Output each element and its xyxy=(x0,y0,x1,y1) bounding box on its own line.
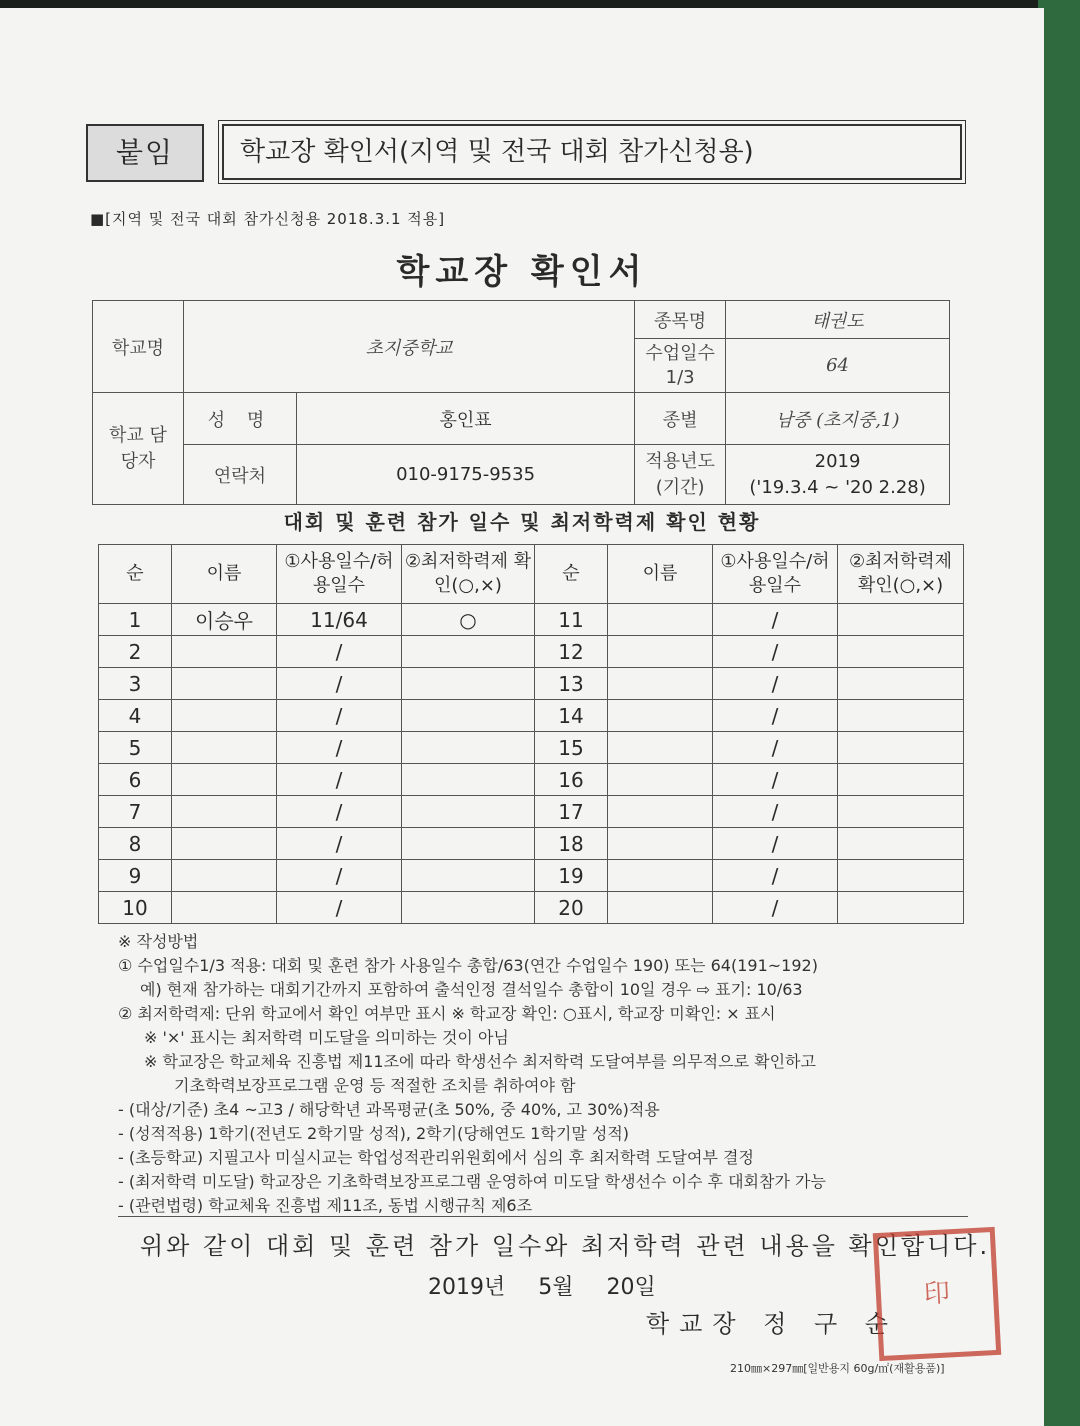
row-number: 2 xyxy=(99,636,172,668)
row-check xyxy=(402,860,535,892)
date-day: 20일 xyxy=(606,1275,656,1300)
row-days: / xyxy=(713,732,838,764)
header-row xyxy=(86,118,946,180)
row-days: / xyxy=(713,828,838,860)
background-edge xyxy=(1038,0,1080,1426)
row-name xyxy=(608,732,713,764)
row-name xyxy=(172,636,277,668)
row-name xyxy=(608,700,713,732)
participation-table xyxy=(98,544,964,924)
col-check: ②최저학력제 확인(○,×) xyxy=(838,545,964,604)
row-check xyxy=(838,700,964,732)
official-seal xyxy=(873,1227,1002,1361)
row-days: / xyxy=(277,828,402,860)
col-name: 이름 xyxy=(172,545,277,604)
date-year: 2019년 xyxy=(428,1275,506,1300)
row-number: 7 xyxy=(99,796,172,828)
days-value: 64 xyxy=(726,339,950,393)
row-days: / xyxy=(713,796,838,828)
row-days: / xyxy=(713,700,838,732)
row-days: / xyxy=(277,796,402,828)
row-days: / xyxy=(277,860,402,892)
row-number: 12 xyxy=(535,636,608,668)
name-value: 홍인표 xyxy=(297,393,635,445)
table-subheading: 대회 및 훈련 참가 일수 및 최저학력제 확인 현황 xyxy=(283,510,761,534)
row-name xyxy=(608,796,713,828)
row-check xyxy=(402,668,535,700)
row-check xyxy=(838,636,964,668)
table-row xyxy=(99,828,964,860)
col-no: 순 xyxy=(535,545,608,604)
col-no: 순 xyxy=(99,545,172,604)
row-check xyxy=(402,636,535,668)
table-row xyxy=(99,604,964,636)
row-name xyxy=(172,700,277,732)
row-days: / xyxy=(713,636,838,668)
row-days: / xyxy=(713,604,838,636)
attachment-label: 붙임 xyxy=(86,124,204,182)
note-line: - (관련법령) 학교체육 진흥법 제11조, 동법 시행규칙 제6조 xyxy=(118,1196,533,1215)
row-days: / xyxy=(277,700,402,732)
seal-mark: 印 xyxy=(923,1278,951,1310)
col-days: ①사용일수/허용일수 xyxy=(713,545,838,604)
row-check xyxy=(402,732,535,764)
school-value: 초지중학교 xyxy=(184,301,635,393)
year-value: 2019 xyxy=(814,450,861,472)
row-check: ○ xyxy=(402,604,535,636)
row-number: 11 xyxy=(535,604,608,636)
row-check xyxy=(402,796,535,828)
row-name xyxy=(172,892,277,924)
row-days: / xyxy=(277,892,402,924)
table-row xyxy=(99,668,964,700)
table-row xyxy=(99,636,964,668)
row-name xyxy=(608,604,713,636)
col-check: ②최저학력제 확인(○,×) xyxy=(402,545,535,604)
row-name: 이승우 xyxy=(172,604,277,636)
year-label: 적용년도 (기간) xyxy=(635,445,726,505)
note-line: - (대상/기준) 초4 ~고3 / 해당학년 과목평균(초 50%, 중 40%, 고 30%)적용 xyxy=(118,1100,660,1119)
note-line: 기초학력보장프로그램 운영 등 적절한 조치를 취하여야 함 xyxy=(174,1076,576,1095)
row-check xyxy=(402,764,535,796)
table-header-row xyxy=(99,545,964,604)
row-name xyxy=(608,892,713,924)
note-line: - (초등학교) 지필고사 미실시교는 학업성적관리위원회에서 심의 후 최저학력 도달여부 결정 xyxy=(118,1148,754,1167)
note-line: ② 최저학력제: 단위 학교에서 확인 여부만 표시 ※ 학교장 확인: ○표시, 학교장 미확인: × 표시 xyxy=(118,1004,776,1023)
info-table xyxy=(92,300,950,505)
instructions xyxy=(118,930,978,1218)
document-title: 학교장 확인서 xyxy=(396,252,648,292)
table-row xyxy=(99,732,964,764)
sport-value: 태권도 xyxy=(726,301,950,339)
table-row xyxy=(99,860,964,892)
row-name xyxy=(172,732,277,764)
manager-label: 학교 담당자 xyxy=(93,393,184,505)
category-label: 종별 xyxy=(635,393,726,445)
paper-spec: 210㎜×297㎜[일반용지 60g/㎡(재활용품)] xyxy=(730,1362,945,1375)
principal-signature: 학교장 정 구 순 xyxy=(646,1310,898,1338)
row-number: 6 xyxy=(99,764,172,796)
row-name xyxy=(608,764,713,796)
row-number: 4 xyxy=(99,700,172,732)
row-number: 14 xyxy=(535,700,608,732)
note-line: ① 수업일수1/3 적용: 대회 및 훈련 참가 사용일수 총합/63(연간 수업일수 190) 또는 64(191~192) xyxy=(118,956,818,975)
table-row xyxy=(99,892,964,924)
row-number: 13 xyxy=(535,668,608,700)
row-days: / xyxy=(277,764,402,796)
row-days: / xyxy=(277,636,402,668)
row-number: 10 xyxy=(99,892,172,924)
row-name xyxy=(172,828,277,860)
col-name: 이름 xyxy=(608,545,713,604)
row-number: 18 xyxy=(535,828,608,860)
category-value: 남중 (초지중,1) xyxy=(726,393,950,445)
row-name xyxy=(608,636,713,668)
row-check xyxy=(838,892,964,924)
divider xyxy=(118,1216,968,1217)
row-days: / xyxy=(713,764,838,796)
note-line: - (성적적용) 1학기(전년도 2학기말 성적), 2학기(당해연도 1학기말 성적) xyxy=(118,1124,630,1143)
note-line: ※ 학교장은 학교체육 진흥법 제11조에 따라 학생선수 최저학력 도달여부를 의무적으로 확인하고 xyxy=(144,1052,816,1071)
row-check xyxy=(402,700,535,732)
row-check xyxy=(402,828,535,860)
row-check xyxy=(838,828,964,860)
row-check xyxy=(838,764,964,796)
row-check xyxy=(838,860,964,892)
row-days: 11/64 xyxy=(277,604,402,636)
note-line: 예) 현재 참가하는 대회기간까지 포함하여 출석인정 결석일수 총합이 10일 경우 ⇨ 표기: 10/63 xyxy=(140,980,803,999)
document-page xyxy=(0,8,1044,1426)
sport-label: 종목명 xyxy=(635,301,726,339)
row-number: 20 xyxy=(535,892,608,924)
row-check xyxy=(838,732,964,764)
row-check xyxy=(838,796,964,828)
row-name xyxy=(172,668,277,700)
row-number: 8 xyxy=(99,828,172,860)
date-month: 5월 xyxy=(538,1275,574,1300)
contact-label: 연락처 xyxy=(184,445,297,505)
period-value: ('19.3.4 ~ '20 2.28) xyxy=(749,476,926,498)
school-label: 학교명 xyxy=(93,301,184,393)
table-row xyxy=(99,700,964,732)
row-number: 9 xyxy=(99,860,172,892)
row-name xyxy=(172,860,277,892)
row-number: 5 xyxy=(99,732,172,764)
row-number: 17 xyxy=(535,796,608,828)
row-number: 3 xyxy=(99,668,172,700)
row-name xyxy=(172,764,277,796)
row-name xyxy=(172,796,277,828)
row-name xyxy=(608,828,713,860)
row-check xyxy=(838,604,964,636)
name-label: 성 명 xyxy=(184,393,297,445)
rule-note: ■[지역 및 전국 대회 참가신청용 2018.3.1 적용] xyxy=(90,210,446,228)
note-line: - (최저학력 미도달) 학교장은 기초학력보장프로그램 운영하여 미도달 학생선수 이수 후 대회참가 가능 xyxy=(118,1172,826,1191)
table-row xyxy=(99,796,964,828)
row-name xyxy=(608,668,713,700)
row-name xyxy=(608,860,713,892)
header-title: 학교장 확인서(지역 및 전국 대회 참가신청용) xyxy=(222,124,962,180)
col-days: ①사용일수/허용일수 xyxy=(277,545,402,604)
row-days: / xyxy=(277,668,402,700)
row-days: / xyxy=(713,860,838,892)
days-label: 수업일수 1/3 xyxy=(635,339,726,393)
row-days: / xyxy=(713,668,838,700)
row-days: / xyxy=(277,732,402,764)
contact-value: 010-9175-9535 xyxy=(297,445,635,505)
table-row xyxy=(99,764,964,796)
note-line: ※ '×' 표시는 최저학력 미도달을 의미하는 것이 아님 xyxy=(144,1028,509,1047)
confirmation-text: 위와 같이 대회 및 훈련 참가 일수와 최저학력 관련 내용을 확인합니다. xyxy=(140,1232,991,1260)
issue-date xyxy=(428,1270,682,1301)
row-number: 19 xyxy=(535,860,608,892)
row-number: 15 xyxy=(535,732,608,764)
row-number: 16 xyxy=(535,764,608,796)
row-number: 1 xyxy=(99,604,172,636)
row-check xyxy=(838,668,964,700)
year-cell xyxy=(726,445,950,505)
row-days: / xyxy=(713,892,838,924)
row-check xyxy=(402,892,535,924)
note-line: ※ 작성방법 xyxy=(118,932,199,951)
